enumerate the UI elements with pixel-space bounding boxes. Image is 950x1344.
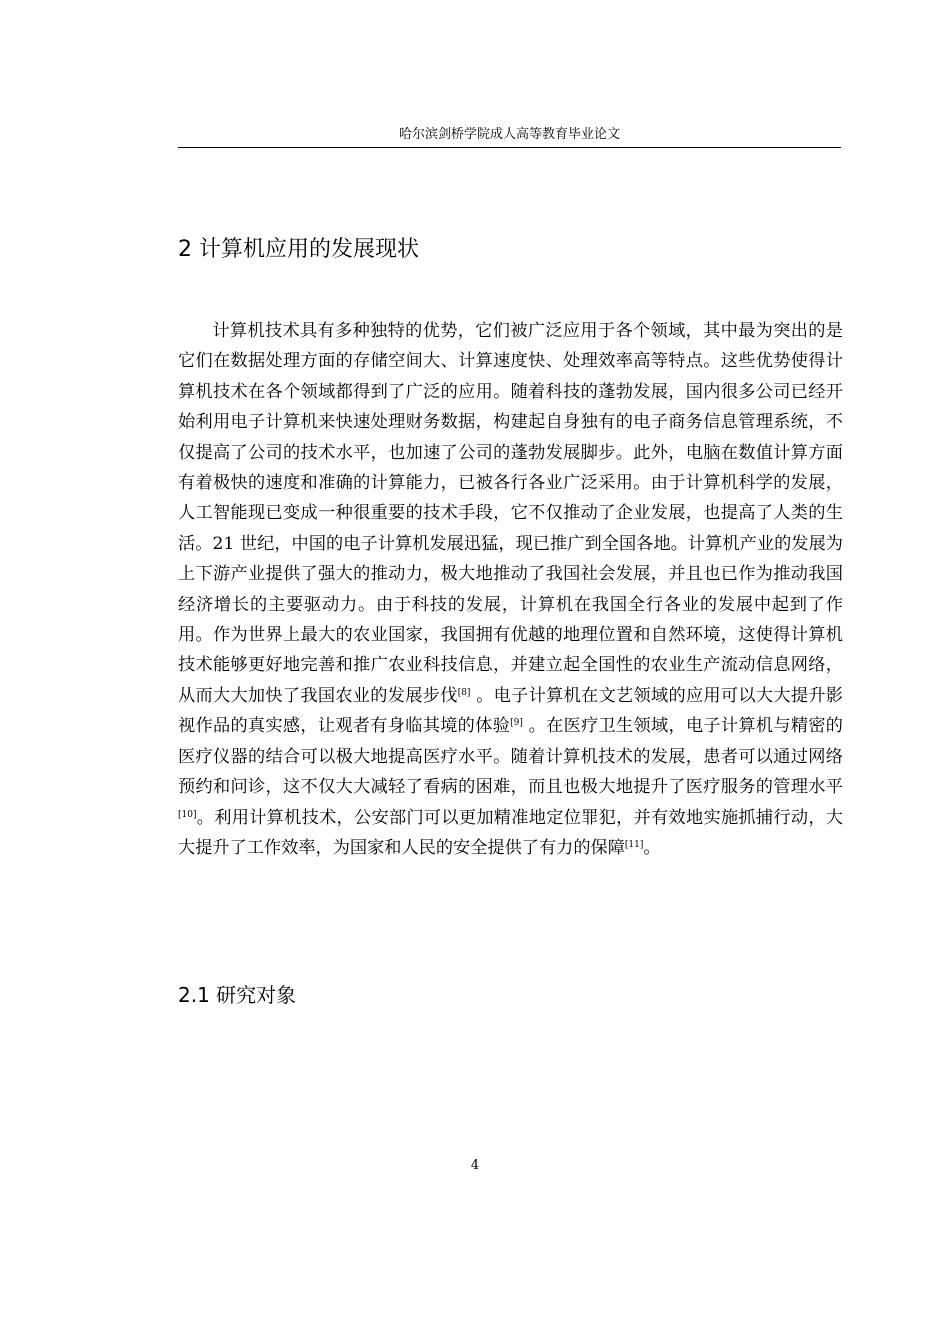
chapter-title: 2 计算机应用的发展现状 (178, 237, 419, 262)
paragraph-text-1: 计算机技术具有多种独特的优势，它们被广泛应用于各个领域，其中最为突出的是它们在数据处理方面的存储空间大、计算速度快、处理效率高等特点。这些优势使得计算机技术在各个领域都得到了广泛的应用。随着科技的蓬勃发展，国内很多公司已经开始利用电子计算机来快速处理财务数据，构建起自身独有的电子商务信息管理系统，不仅提高了公司的技术水平，也加速了公司的蓬勃发展脚步。此外，电脑在数值计算方面有着极快的速度和准确的计算能力，已被各行各业广泛采用。由于计算机科学的发展，人工智能现已变成一种很重要的技术手段，它不仅推动了企业发展，也提高了人类的生活。21 世纪，中国的电子计算机发展迅猛，现已推广到全国各地。计算机产业的发展为上下游产业提供了强大的推动力，极大地推动了我国社会发展，并且也已作为推动我国经济增长的主要驱动力。由于科技的发展，计算机在我国全行各业的发展中起到了作用。作为世界上最大的农业国家，我国拥有优越的地理位置和自然环境，这使得计算机技术能够更好地完善和推广农业科技信息，并建立起全国性的农业生产流动信息网络，从而大大加快了我国农业的发展步伐 (178, 321, 843, 706)
paragraph-text-4: 。利用计算机技术，公安部门可以更加精准地定位罪犯，并有效地实施抓捕行动，大大提升了工作效率，为国家和人民的安全提供了有力的保障 (178, 807, 843, 858)
citation-9: [9] (510, 718, 523, 729)
paragraph-text-2: 。电子计算机在文艺领域的应用可以大大提升影视作品的真实感，让观者有身临其境的体验 (178, 685, 843, 737)
page-header: 哈尔滨剑桥学院成人高等教育毕业论文 (398, 127, 620, 142)
citation-10: [10] (178, 809, 197, 820)
paragraph-text-3: 。在医疗卫生领域，电子计算机与精密的医疗仪器的结合可以极大地提高医疗水平。随着计算机技术的发展，患者可以通过网络预约和问诊，这不仅大大减轻了看病的困难，而且也极大地提升了医疗服务的管理水平 (178, 716, 843, 798)
section-title: 2.1 研究对象 (178, 983, 297, 1007)
paragraph-text-5: 。 (643, 837, 661, 858)
page-number: 4 (470, 1158, 480, 1173)
header-divider (178, 147, 841, 148)
body-paragraph (178, 316, 843, 863)
citation-8: [8] (457, 687, 471, 698)
citation-11: [11] (624, 839, 644, 850)
